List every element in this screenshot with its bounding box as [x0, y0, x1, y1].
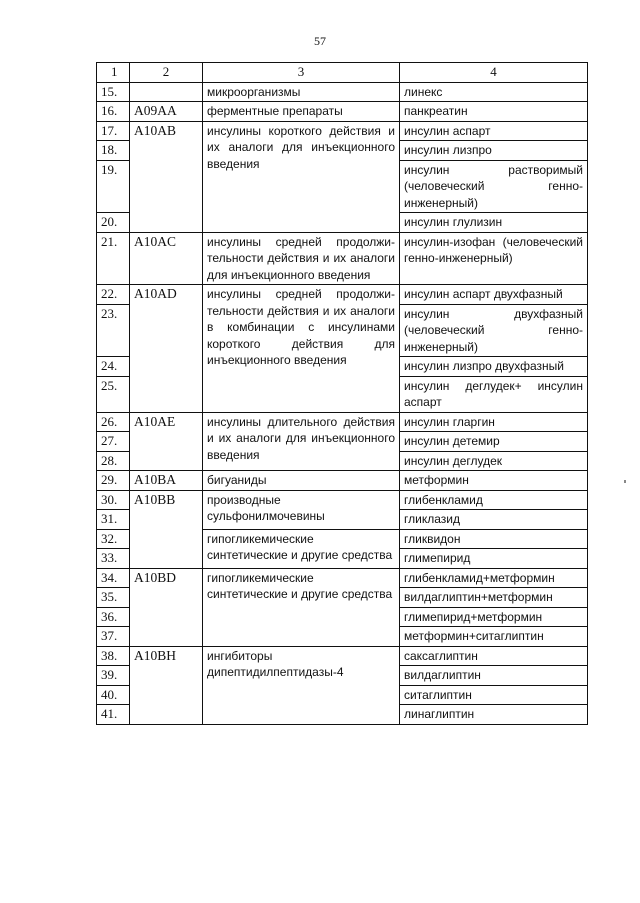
row-number: 26. — [97, 412, 130, 432]
table-row — [97, 471, 588, 491]
table-row — [97, 285, 588, 305]
drug-name: инсулин деглудек — [400, 451, 588, 471]
group-description: инсулины длительного действия и их аналоги для инъекционного введения — [203, 412, 400, 471]
page-number: 57 — [314, 34, 326, 48]
drug-name: линекс — [400, 82, 588, 102]
drug-name: инсулин аспарт — [400, 121, 588, 141]
header-col-3: 3 — [203, 63, 400, 83]
table-row — [97, 232, 588, 285]
group-description: инсулины средней продолжи-тельности действия и их аналоги в комбинации с инсулинами короткого действия для инъекционного введения — [203, 285, 400, 413]
drug-name: инсулин двухфазный (человеческий генно-инженерный) — [400, 304, 588, 357]
drug-name: глибенкламид+метформин — [400, 568, 588, 588]
drug-table — [96, 62, 588, 725]
row-number: 35. — [97, 588, 130, 608]
drug-name: инсулин детемир — [400, 432, 588, 452]
drug-name: инсулин аспарт двухфазный — [400, 285, 588, 305]
row-number: 38. — [97, 646, 130, 666]
row-number: 29. — [97, 471, 130, 491]
drug-name: линаглиптин — [400, 705, 588, 725]
drug-name: вилдаглиптин+метформин — [400, 588, 588, 608]
row-number: 23. — [97, 304, 130, 357]
drug-name: глимепирид — [400, 549, 588, 569]
drug-name: глибенкламид — [400, 490, 588, 510]
row-number: 25. — [97, 376, 130, 412]
row-number: 24. — [97, 357, 130, 377]
drug-name: панкреатин — [400, 102, 588, 122]
row-number: 22. — [97, 285, 130, 305]
drug-name: гликлазид — [400, 510, 588, 530]
row-number: 18. — [97, 141, 130, 161]
scan-artifact — [624, 480, 626, 483]
row-number: 36. — [97, 607, 130, 627]
row-number: 37. — [97, 627, 130, 647]
atc-code: A10AC — [130, 232, 203, 285]
row-number: 27. — [97, 432, 130, 452]
atc-code: A10BH — [130, 646, 203, 724]
atc-code: A10BB — [130, 490, 203, 568]
row-number: 33. — [97, 549, 130, 569]
row-number: 20. — [97, 213, 130, 233]
group-description: гипогликемические синтетические и другие средства — [203, 529, 400, 568]
atc-code: A10AD — [130, 285, 203, 413]
table-row — [97, 82, 588, 102]
drug-name: инсулин глулизин — [400, 213, 588, 233]
row-number: 34. — [97, 568, 130, 588]
group-description: инсулины короткого действия и их аналоги для инъекционного введения — [203, 121, 400, 232]
header-col-2: 2 — [130, 63, 203, 83]
drug-name: метформин — [400, 471, 588, 491]
group-description: производные сульфонилмочевины — [203, 490, 400, 529]
row-number: 40. — [97, 685, 130, 705]
row-number: 16. — [97, 102, 130, 122]
drug-name: саксаглиптин — [400, 646, 588, 666]
atc-code: A10BA — [130, 471, 203, 491]
table-row — [97, 490, 588, 510]
row-number: 32. — [97, 529, 130, 549]
row-number: 15. — [97, 82, 130, 102]
atc-code — [130, 82, 203, 102]
group-description: инсулины средней продолжи-тельности действия и их аналоги для инъекционного введения — [203, 232, 400, 285]
drug-name: инсулин деглудек+ инсулин аспарт — [400, 376, 588, 412]
group-description: микроорганизмы — [203, 82, 400, 102]
atc-code: A10BD — [130, 568, 203, 646]
drug-name: метформин+ситаглиптин — [400, 627, 588, 647]
drug-name: инсулин-изофан (человеческий генно-инженерный) — [400, 232, 588, 285]
group-description: бигуаниды — [203, 471, 400, 491]
row-number: 41. — [97, 705, 130, 725]
drug-name: инсулин лизпро — [400, 141, 588, 161]
group-description: гипогликемические синтетические и другие средства — [203, 568, 400, 646]
row-number: 39. — [97, 666, 130, 686]
drug-name: глимепирид+метформин — [400, 607, 588, 627]
header-col-4: 4 — [400, 63, 588, 83]
table-header-row — [97, 63, 588, 83]
drug-name: инсулин лизпро двухфазный — [400, 357, 588, 377]
atc-code: A10AE — [130, 412, 203, 471]
atc-code: A10AB — [130, 121, 203, 232]
table-row — [97, 646, 588, 666]
group-description: ферментные препараты — [203, 102, 400, 122]
drug-name: инсулин растворимый (человеческий генно-инженерный) — [400, 160, 588, 213]
drug-name: гликвидон — [400, 529, 588, 549]
drug-name: вилдаглиптин — [400, 666, 588, 686]
row-number: 19. — [97, 160, 130, 213]
table-row — [97, 412, 588, 432]
table-row — [97, 121, 588, 141]
drug-name: ситаглиптин — [400, 685, 588, 705]
row-number: 17. — [97, 121, 130, 141]
atc-code: A09AA — [130, 102, 203, 122]
row-number: 21. — [97, 232, 130, 285]
drug-name: инсулин гларгин — [400, 412, 588, 432]
row-number: 30. — [97, 490, 130, 510]
header-col-1: 1 — [97, 63, 130, 83]
group-description: ингибиторы дипептидилпептидазы-4 — [203, 646, 400, 724]
table-row — [97, 568, 588, 588]
row-number: 28. — [97, 451, 130, 471]
row-number: 31. — [97, 510, 130, 530]
table-row — [97, 102, 588, 122]
